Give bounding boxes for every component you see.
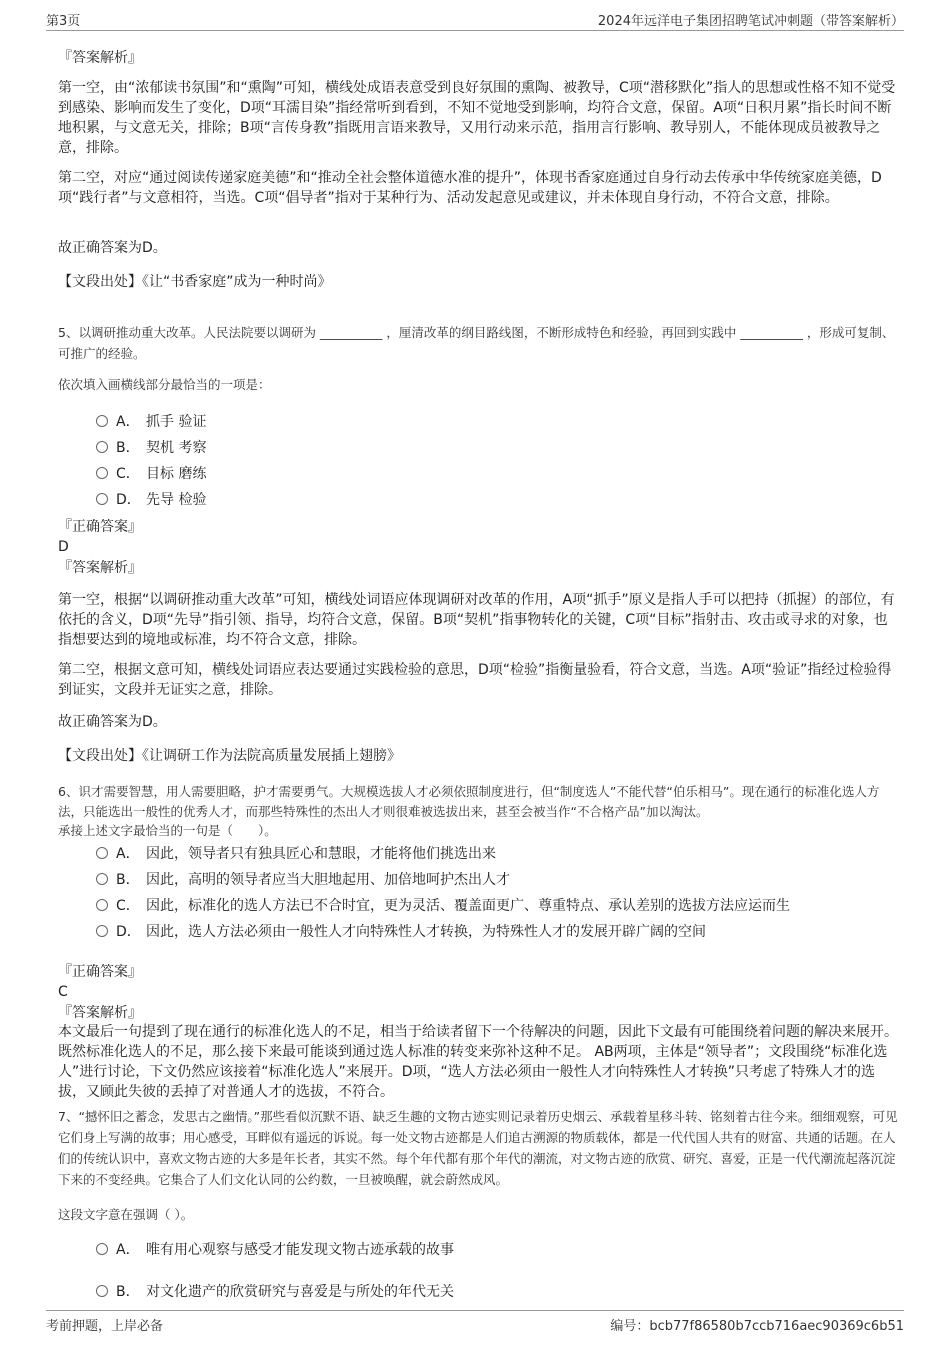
q4-analysis-p1: 第一空，由“浓郁读书氛围”和“熏陶”可知，横线处成语表意受到良好氛围的熏陶、被教导，C项“潜移默化”指人的思想或性格不知不觉受到感染、影响而发生了变化，D项“耳濡目染”指经常听到看到，不知不觉地受到影响，均符合文意，保留。A项“日积月累”指长时间不断地积累，与文意无关，排除；B项“言传身教”指既用言语来教导，又用行动来示范，指用言行影响、教导别人，不能体现成员被教导之意，排除。	[58, 80, 896, 156]
q5-conclusion: 故正确答案为D。	[58, 714, 167, 730]
q4-conclusion: 故正确答案为D。	[58, 240, 167, 256]
q7-option-a[interactable]: A． 唯有用心观察与感受才能发现文物古迹承载的故事	[96, 1240, 454, 1260]
radio-icon[interactable]	[96, 873, 108, 885]
q6-answer: C	[58, 984, 68, 1000]
radio-icon[interactable]	[96, 847, 108, 859]
q5-analysis-label: 『答案解析』	[58, 560, 142, 576]
radio-icon[interactable]	[96, 899, 108, 911]
page-header	[46, 10, 904, 31]
q6-stem: 6、识才需要智慧，用人需要胆略，护才需要勇气。大规模选拔人才必须依照制度进行，但“制度选人”不能代替“伯乐相马”。现在通行的标准化选人方法，只能选出一般性的优秀人才，而那些特殊性的杰出人才则很难被选拔出来，甚至会被当作“不合格产品”加以淘汰。	[58, 784, 880, 819]
q5-option-b[interactable]: B． 契机 考察	[96, 438, 206, 458]
footer-slogan: 考前押题，上岸必备	[46, 1319, 164, 1334]
q6-prompt: 承接上述文字最恰当的一句是（ ）。	[58, 823, 277, 838]
q5-stem: 5、以调研推动重大改革。人民法院要以调研为 __________ ，厘清改革的纲目路线图，不断形成特色和经验，再回到实践中 __________ ，形成可复制、可推广的经验。	[58, 325, 895, 361]
q6-option-d[interactable]: D． 因此，选人方法必须由一般性人才向特殊性人才转换，为特殊性人才的发展开辟广阔的空间	[96, 922, 706, 942]
q5-analysis-p1: 第一空，根据“以调研推动重大改革”可知，横线处词语应体现调研对改革的作用，A项“抓手”原义是指人手可以把持（抓握）的部位，有依托的含义，D项“先导”指引领、指导，均符合文意，保留。B项“契机”指事物转化的关键，C项“目标”指射击、攻击或寻求的对象，也指想要达到的境地或标准，均不符合文意，排除。	[58, 592, 895, 648]
q6-option-c[interactable]: C． 因此，标准化的选人方法已不合时宜，更为灵活、覆盖面更广、尊重特点、承认差别的选拔方法应运而生	[96, 896, 790, 916]
q4-analysis-p2: 第二空，对应“通过阅读传递家庭美德”和“推动全社会整体道德水准的提升”，体现书香家庭通过自身行动去传承中华传统家庭美德，D项“践行者”与文意相符，当选。C项“倡导者”指对于某种行为、活动发起意见或建议，并未体现自身行动，不符合文意，排除。	[58, 170, 882, 206]
q6-option-a[interactable]: A． 因此，领导者只有独具匠心和慧眼，才能将他们挑选出来	[96, 844, 496, 864]
radio-icon[interactable]	[96, 1285, 108, 1297]
q6-analysis-label: 『答案解析』	[58, 1005, 142, 1021]
radio-icon[interactable]	[96, 467, 108, 479]
radio-icon[interactable]	[96, 441, 108, 453]
q7-option-b[interactable]: B． 对文化遗产的欣赏研究与喜爱是与所处的年代无关	[96, 1282, 454, 1302]
q4-source: 【文段出处】《让“书香家庭”成为一种时尚》	[58, 274, 332, 290]
q7-stem: 7、“撼怀旧之蓄念，发思古之幽情。”那些看似沉默不语、缺乏生趣的文物古迹实则记录着历史烟云、承载着星移斗转、铭刻着古往今来。细细观察，可见它们身上写满的故事；用心感受，耳畔似有遥远的诉说。每一处文物古迹都是人们追古溯源的物质载体，都是一代代国人共有的财富、共通的话题。在人们的传统认识中，喜欢文物古迹的大多是年长者，其实不然。每个年代都有那个年代的潮流，对文物古迹的欣赏、研究、喜爱，正是一代代潮流起落沉淀下来的不变经典。它集合了人们文化认同的公约数，一旦被唤醒，就会蔚然成风。	[58, 1109, 898, 1187]
q5-analysis-p2: 第二空，根据文意可知，横线处词语应表达要通过实践检验的意思，D项“检验”指衡量验看，符合文意，当选。A项“验证”指经过检验得到证实，文段并无证实之意，排除。	[58, 662, 892, 698]
q5-option-d[interactable]: D． 先导 检验	[96, 490, 206, 510]
page-number: 第3页	[46, 14, 81, 29]
q6-option-b[interactable]: B． 因此，高明的领导者应当大胆地起用、加倍地呵护杰出人才	[96, 870, 510, 890]
q5-source: 【文段出处】《让调研工作为法院高质量发展插上翅膀》	[58, 748, 401, 764]
q5-answer: D	[58, 539, 69, 555]
document-id: 编号：bcb77f86580b7ccb716aec90369c6b51	[610, 1319, 904, 1334]
q5-prompt: 依次填入画横线部分最恰当的一项是：	[58, 377, 271, 392]
q4-analysis-label: 『答案解析』	[58, 50, 142, 66]
radio-icon[interactable]	[96, 925, 108, 937]
q7-prompt: 这段文字意在强调（ ）。	[58, 1207, 194, 1222]
radio-icon[interactable]	[96, 415, 108, 427]
radio-icon[interactable]	[96, 493, 108, 505]
q5-option-a[interactable]: A． 抓手 验证	[96, 412, 206, 432]
document-title: 2024年远洋电子集团招聘笔试冲刺题（带答案解析）	[597, 14, 904, 29]
page-footer	[46, 1310, 904, 1335]
radio-icon[interactable]	[96, 1243, 108, 1255]
q6-analysis: 本文最后一句提到了现在通行的标准化选人的不足，相当于给读者留下一个待解决的问题，因此下文最有可能围绕着问题的解决来展开。既然标准化选人的不足，那么接下来最可能谈到通过选人标准的转变来弥补这种不足。 AB两项，主体是“领导者”；文段围绕“标准化选人”进行讨论，下文仍然应该接着“标准化选人”来展开。D项，“选人方法必须由一般性人才向特殊性人才转换”只考虑了特殊人才的选拔，又顾此失彼的丢掉了对普通人才的选拔，不符合。	[58, 1024, 898, 1100]
q5-correct-label: 『正确答案』	[58, 519, 142, 535]
q5-option-c[interactable]: C． 目标 磨练	[96, 464, 206, 484]
q6-correct-label: 『正确答案』	[58, 964, 142, 980]
